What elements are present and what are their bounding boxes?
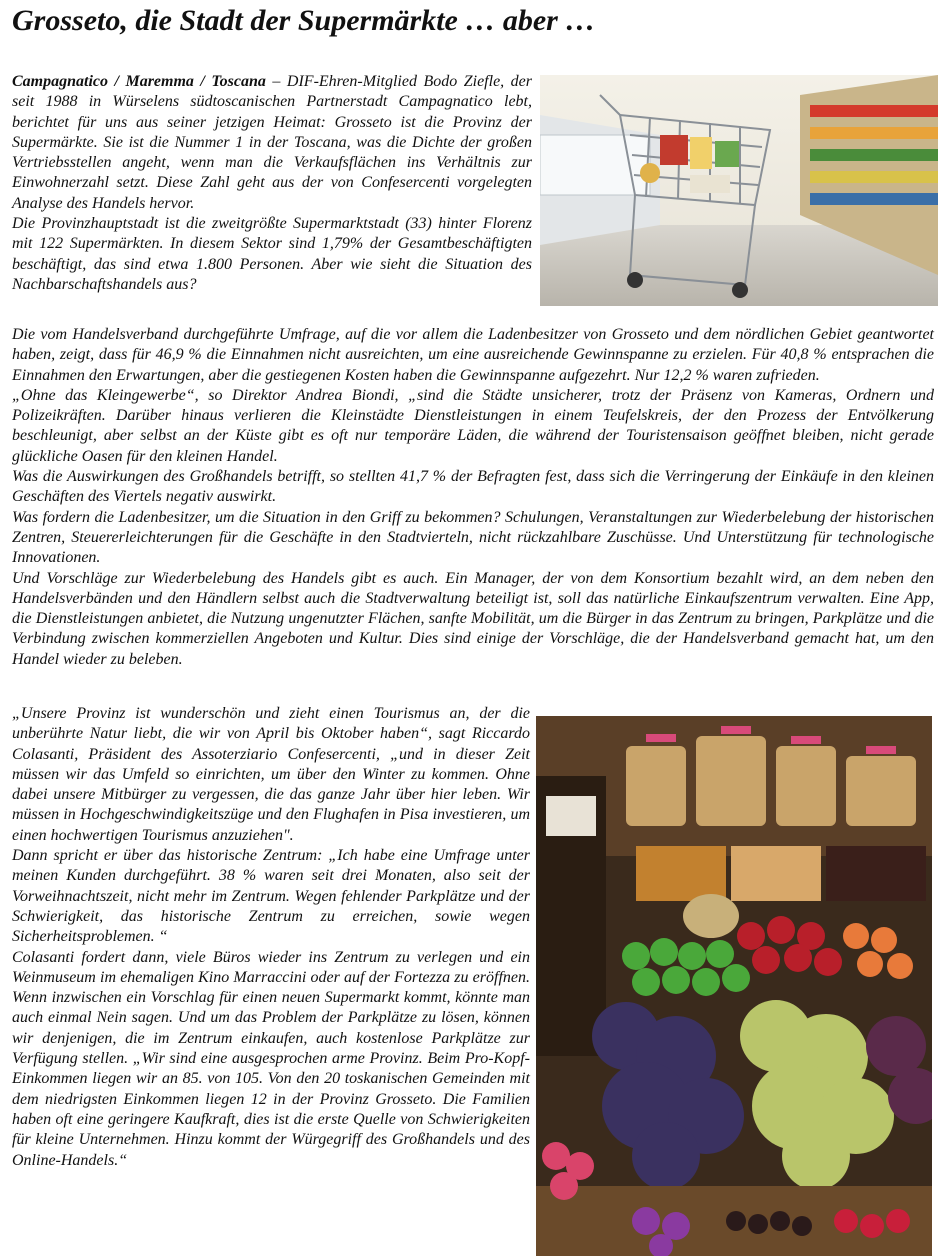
paragraph-2: Die Provinzhauptstadt ist die zweitgrößte Supermarktstadt (33) hinter Florenz mit 122 Supermärkten. In diesem Sektor sind 1,79% der Gesamtbeschäftigten beschäftigt, das sind etwa 1.800 Personen. Aber wie sieht die Situation des Nachbarschaftshandels aus? [12, 215, 532, 293]
article-title: Grosseto, die Stadt der Supermärkte … aber … [12, 4, 596, 37]
paragraph-6: Was fordern die Ladenbesitzer, um die Situation in den Griff zu bekommen? Schulungen, Veranstaltungen zur Wiederbelebung der historischen Zentren, Steuererleichterungen für die Geschäfte in den Stadtvierteln, nicht rückzahlbare Zuschüsse. Und Unterstützung für technologische Innovationen. [12, 508, 934, 567]
dateline: Campagnatico / Maremma / Toscana [12, 73, 266, 90]
paragraph-5: Was die Auswirkungen des Großhandels betrifft, so stellten 41,7 % der Befragten fest, dass sich die Verringerung der Einkäufe in den kleinen Geschäften des Viertels negativ auswirkt. [12, 468, 934, 506]
paragraph-4: „Ohne das Kleingewerbe“, so Direktor Andrea Biondi, „sind die Städte unsicherer, trotz der Präsenz von Kameras, Ordnern und Polizeikräften. Darüber hinaus verlieren die Kleinstädte Dienstleistungen in einem Teufelskreis, der den Prozess der Entvölkerung beschleunigt, aber selbst an der Küste gibt es oft nur temporäre Läden, die während der Touristensaison geöffnet bleiben, nicht gerade glückliche Oasen für den kleinen Handel. [12, 386, 934, 465]
fruit-market-illustration [536, 716, 932, 1256]
supermarket-photo [540, 75, 938, 306]
paragraph-3: Die vom Handelsverband durchgeführte Umfrage, auf die vor allem die Ladenbesitzer von Grosseto und dem nördlichen Gebiet geantwortet haben, zeigt, dass für 46,9 % die Einnahmen nicht ausreichten, um eine ausreichende Gewinnspanne zu erzielen. Für 40,8 % entsprachen die Einnahmen den Erwartungen, aber die gestiegenen Kosten haben die Gewinnspanne aufgezehrt. Nur 12,2 % waren zufrieden. [12, 326, 934, 384]
paragraph-7: Und Vorschläge zur Wiederbelebung des Handels gibt es auch. Ein Manager, der von dem Konsortium bezahlt wird, an dem neben den Handelsverbänden und den Händlern selbst auch die Stadtverwaltung beteiligt ist, soll das natürliche Einkaufszentrum verwalten. Eine App, die Dienstleistungen anbietet, die Nutzung ungenutzter Flächen, sanfte Mobilität, um die Bürger in das Zentrum zu bringen, Parkplätze und die Verbindung zwischen kommerziellen Angeboten und Kultur. Dies sind einige der Vorschläge, die der Handelsverband gemacht hat, um den Handel wieder zu beleben. [12, 569, 934, 668]
lower-column [12, 704, 530, 1171]
intro-column [12, 72, 532, 295]
paragraph-8: „Unsere Provinz ist wunderschön und zieht einen Tourismus an, der die unberührte Natur liebt, die wir von April bis Oktober haben“, sagt Riccardo Colasanti, Präsident des Assoterziario Confesercenti, „und in dieser Zeit müssen wir das Umfeld so einrichten, um über den Winter zu kommen. Ohne dabei unsere Mitbürger zu vergessen, die das ganze Jahr über hier leben. Wir müssen in Hochgeschwindigkeitszüge und den Flughafen in Pisa investieren, um einen hochwertigen Tourismus anzuziehen". [12, 705, 530, 844]
full-width-column [12, 325, 934, 670]
supermarket-cart-illustration [540, 75, 938, 306]
intro-text: – DIF-Ehren-Mitglied Bodo Ziefle, der seit 1988 in Würselens südtoscanischen Partnerstadt Campagnatico lebt, berichtet für uns aus seiner jetzigen Heimat: Grosseto ist die Provinz der Supermärkte. Sie ist die Nummer 1 in der Toscana, was die Dichte der großen Vertriebsstellen angeht, wenn man die Verkaufsflächen ins Verhältnis zur Einwohnerzahl setzt. Diese Zahl geht aus der von Confesercenti vorgelegten Analyse des Handels hervor. [12, 73, 533, 212]
paragraph-10: Colasanti fordert dann, viele Büros wieder ins Zentrum zu verlegen und ein Weinmuseum im ehemaligen Kino Marraccini oder auf der Fortezza zu eröffnen. Wenn inzwischen ein Vorschlag für einen neuen Supermarkt kommt, könnte man auch einmal Nein sagen. Und um das Problem der Parkplätze zu lösen, können wir denjenigen, die im Zentrum einkaufen, auch kostenlose Parkplätze zur Verfügung stellen. „Wir sind eine ausgesprochen arme Provinz. Beim Pro-Kopf-Einkommen liegen wir an 85. von 105. Von den 20 toskanischen Gemeinden mit dem niedrigsten Einkommen liegen 12 in der Provinz Grosseto. Die Familien haben oft eine geringere Kaufkraft, dies ist die erste Quelle von Schwierigkeiten für kleine Unternehmen. Hinzu kommt der Würgegriff des Großhandels und des Online-Handels.“ [12, 948, 530, 1169]
paragraph-9: Dann spricht er über das historische Zentrum: „Ich habe eine Umfrage unter meinen Kunden durchgeführt. 38 % waren seit drei Monaten, also seit der Vorweihnachtszeit, nicht mehr im Zentrum. Wegen fehlender Parkplätze und der Schwierigkeit, das historische Zentrum zu erreichen, sowie wegen Sicherheitsproblemen. “ [12, 847, 530, 946]
market-photo [536, 716, 932, 1256]
intro-paragraph [12, 72, 532, 214]
